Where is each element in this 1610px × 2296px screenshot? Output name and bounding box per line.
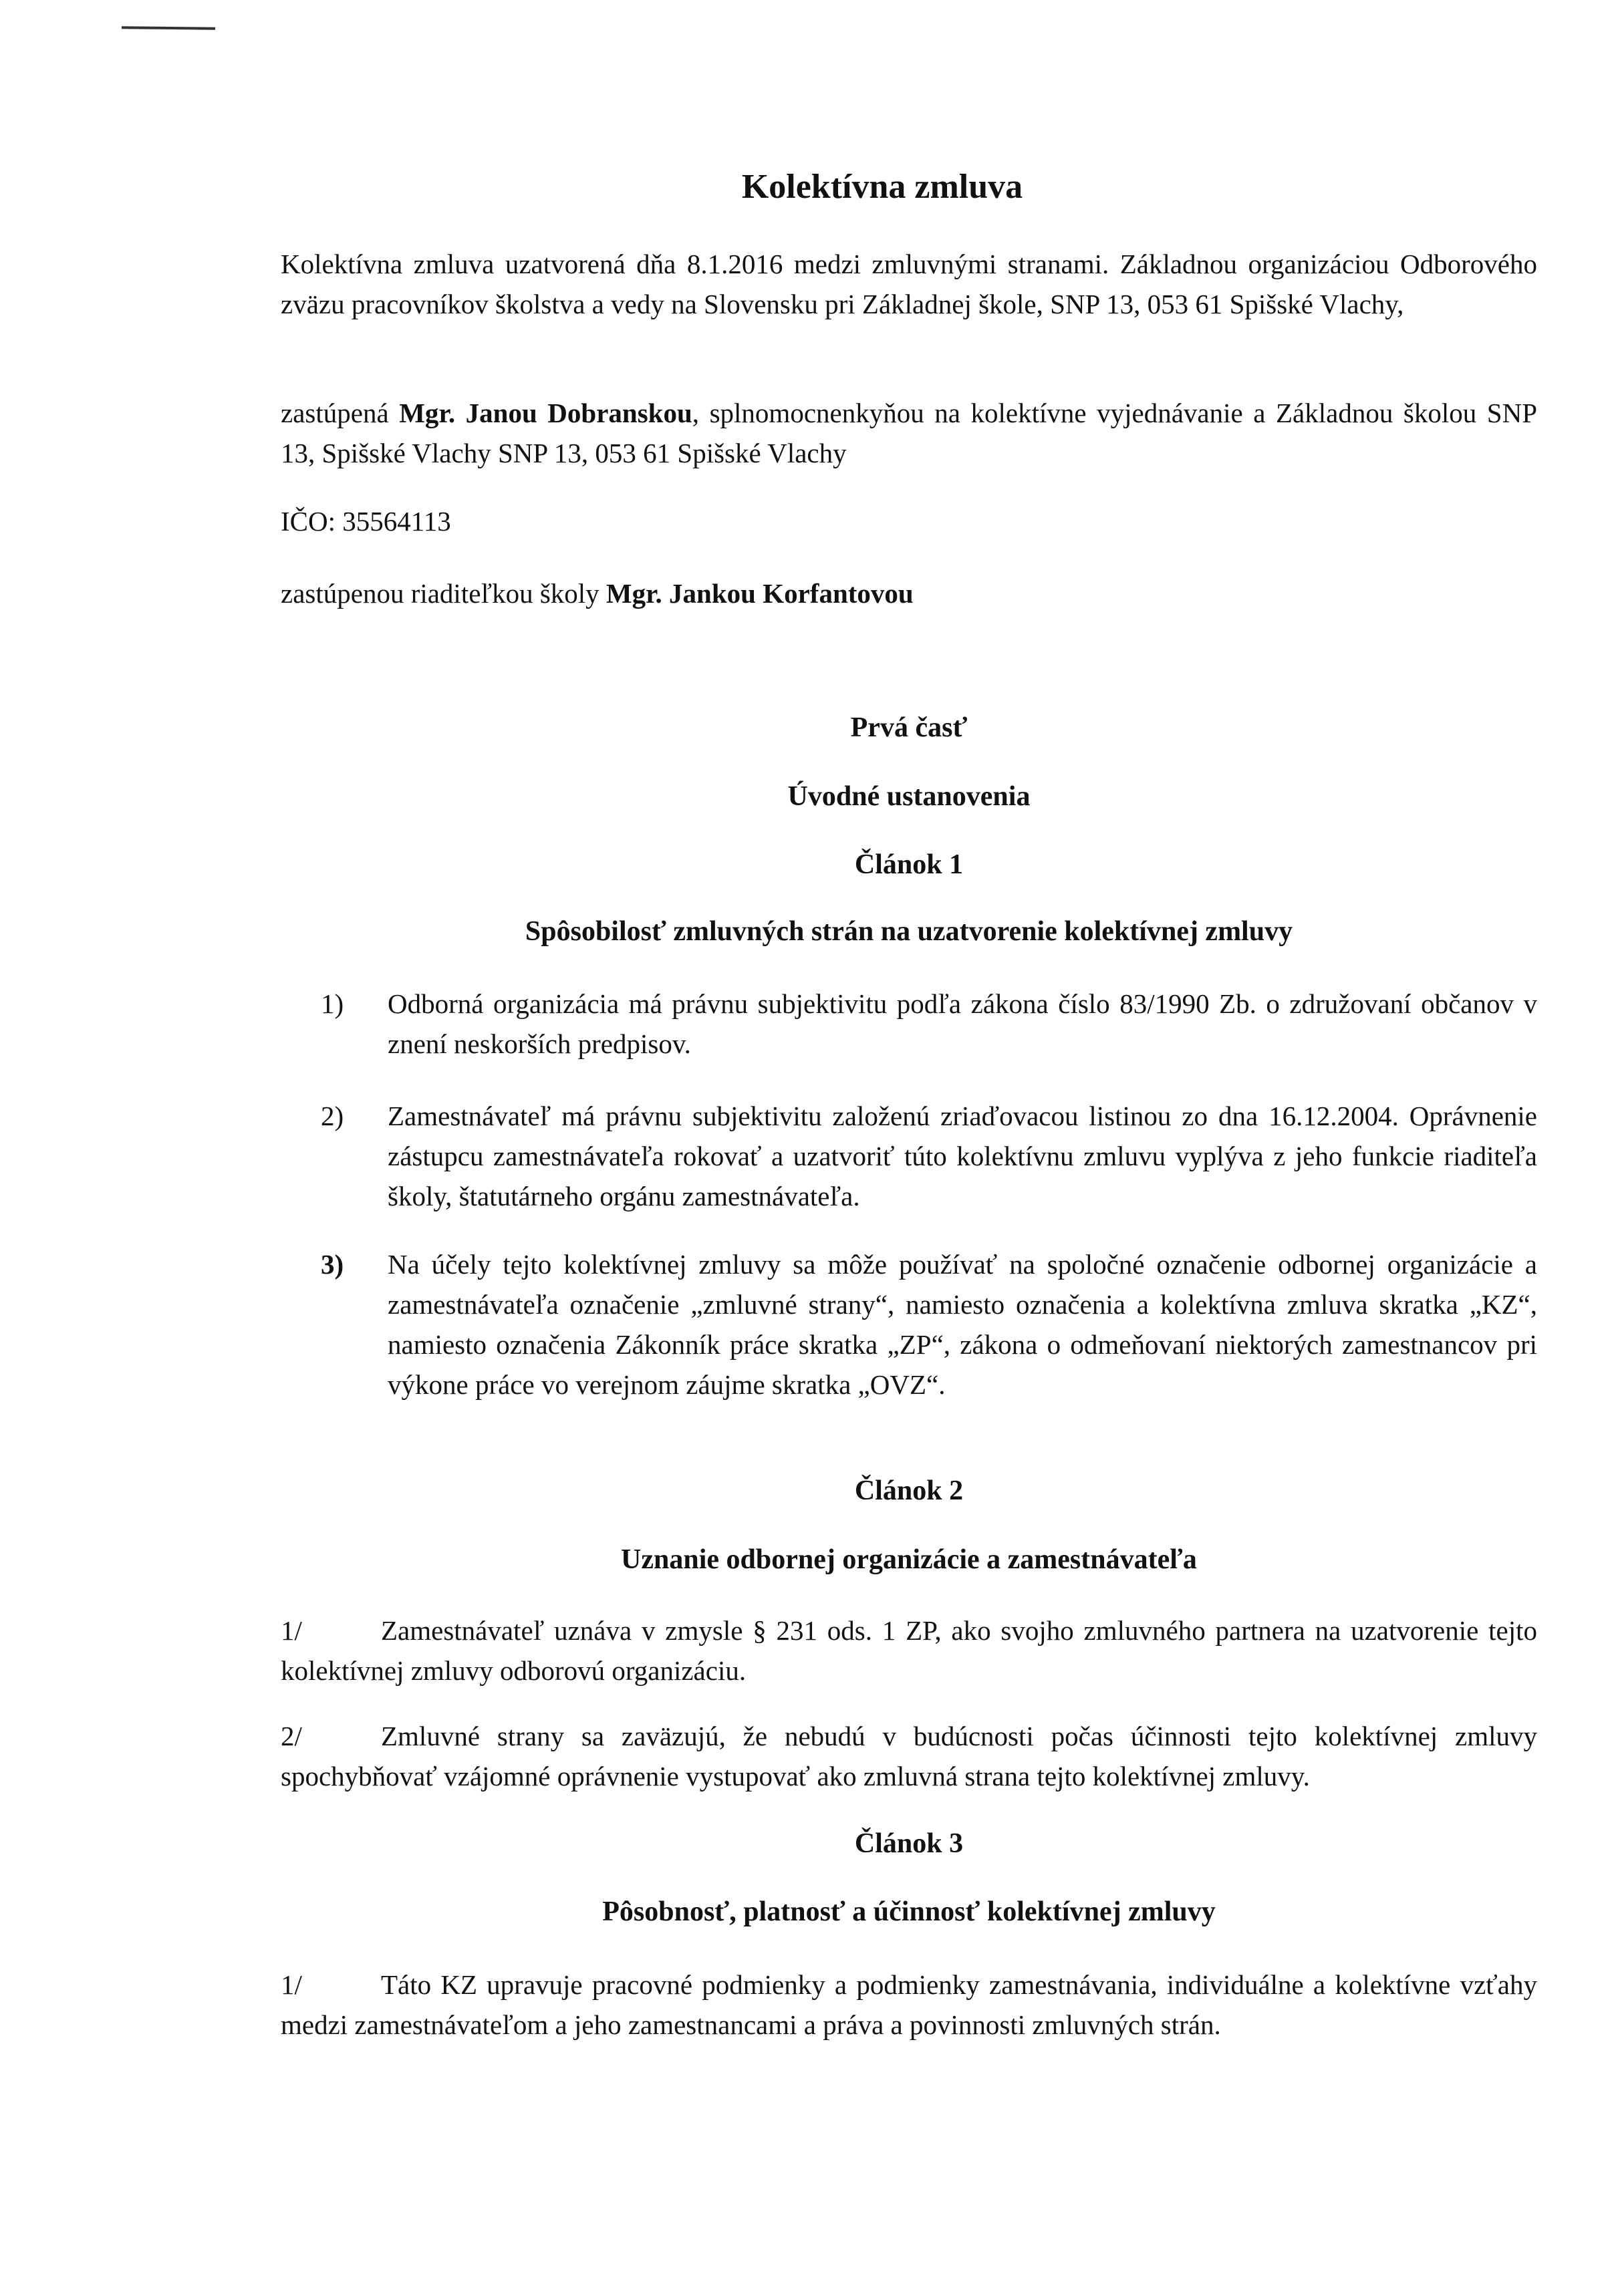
document-title: Kolektívna zmluva bbox=[741, 168, 1023, 206]
item-text: Zamestnávateľ má právnu subjektivitu založenú zriaďovacou listinou zo dna 16.12.2004. Oprávnenie zástupcu zamestnávateľa rokovať a uzatvoriť túto kolektívnu zmluvu vyplýva z jeho funkcie riaditeľa školy, štatutárneho orgánu zamestnávateľa. bbox=[388, 1101, 1537, 1211]
item-number: 2) bbox=[321, 1101, 344, 1131]
representative-paragraph bbox=[281, 393, 1537, 473]
part-subtitle: Úvodné ustanovenia bbox=[787, 781, 1031, 812]
item-text: Táto KZ upravuje pracovné podmienky a podmienky zamestnávania, individuálne a kolektívne vzťahy medzi zamestnávateľom a jeho zamestnancami a práva a povinnosti zmluvných strán. bbox=[281, 1969, 1537, 2040]
ico-line: IČO: 35564113 bbox=[281, 506, 451, 537]
item-number: 1) bbox=[321, 988, 344, 1019]
article-1-item bbox=[321, 1096, 1537, 1216]
scan-artifact bbox=[122, 26, 215, 29]
article-3-item bbox=[281, 1965, 1537, 2045]
representative-prefix: zastúpená bbox=[281, 398, 400, 428]
article-3-label: Článok 3 bbox=[854, 1828, 964, 1859]
intro-paragraph: Kolektívna zmluva uzatvorená dňa 8.1.2016 medzi zmluvnými stranami. Základnou organizáciou Odborového zväzu pracovníkov školstva a vedy na Slovensku pri Základnej škole, SNP 13, 053 61 Spišské Vlachy, bbox=[281, 249, 1537, 319]
representative-suffix: , splnomocnenkyňou na kolektívne vyjednávanie a Základnou školou SNP 13, Spišské Vlachy SNP 13, 053 61 Spišské Vlachy bbox=[281, 398, 1538, 468]
item-number: 3) bbox=[321, 1249, 344, 1280]
part-label: Prvá časť bbox=[850, 712, 968, 743]
article-2-label: Článok 2 bbox=[854, 1475, 964, 1506]
article-1-title: Spôsobilosť zmluvných strán na uzatvorenie kolektívnej zmluvy bbox=[525, 916, 1293, 947]
article-2-item bbox=[281, 1610, 1537, 1691]
item-number: 1/ bbox=[281, 1615, 302, 1646]
item-number: 2/ bbox=[281, 1721, 302, 1751]
article-1-label: Článok 1 bbox=[854, 849, 964, 880]
item-text: Odborná organizácia má právnu subjektivitu podľa zákona číslo 83/1990 Zb. o združovaní občanov v znení neskorších predpisov. bbox=[388, 988, 1537, 1059]
article-1-item bbox=[321, 1244, 1537, 1405]
article-3-title: Pôsobnosť, platnosť a účinnosť kolektívnej zmluvy bbox=[602, 1896, 1216, 1927]
item-number: 1/ bbox=[281, 1969, 302, 2000]
item-text: Zamestnávateľ uznáva v zmysle § 231 ods. 1 ZP, ako svojho zmluvného partnera na uzatvorenie tejto kolektívnej zmluvy odborovú organizáciu. bbox=[281, 1615, 1537, 1686]
article-2-item bbox=[281, 1716, 1537, 1796]
director-name: Mgr. Jankou Korfantovou bbox=[606, 578, 914, 609]
article-1-item bbox=[321, 984, 1537, 1064]
director-paragraph bbox=[281, 573, 1537, 613]
representative-name: Mgr. Janou Dobranskou bbox=[399, 398, 692, 428]
director-prefix: zastúpenou riaditeľkou školy bbox=[281, 578, 606, 609]
article-2-title: Uznanie odbornej organizácie a zamestnávateľa bbox=[621, 1544, 1197, 1575]
item-text: Zmluvné strany sa zaväzujú, že nebudú v budúcnosti počas účinnosti tejto kolektívnej zmluvy spochybňovať vzájomné oprávnenie vystupovať ako zmluvná strana tejto kolektívnej zmluvy. bbox=[281, 1721, 1537, 1791]
item-text: Na účely tejto kolektívnej zmluvy sa môže používať na spoločné označenie odbornej organizácie a zamestnávateľa označenie „zmluvné strany“, namiesto označenia a kolektívna zmluva skratka „KZ“, namiesto označenia Zákonník práce skratka „ZP“, zákona o odmeňovaní niektorých zamestnancov pri výkone práce vo verejnom záujme skratka „OVZ“. bbox=[388, 1249, 1537, 1400]
